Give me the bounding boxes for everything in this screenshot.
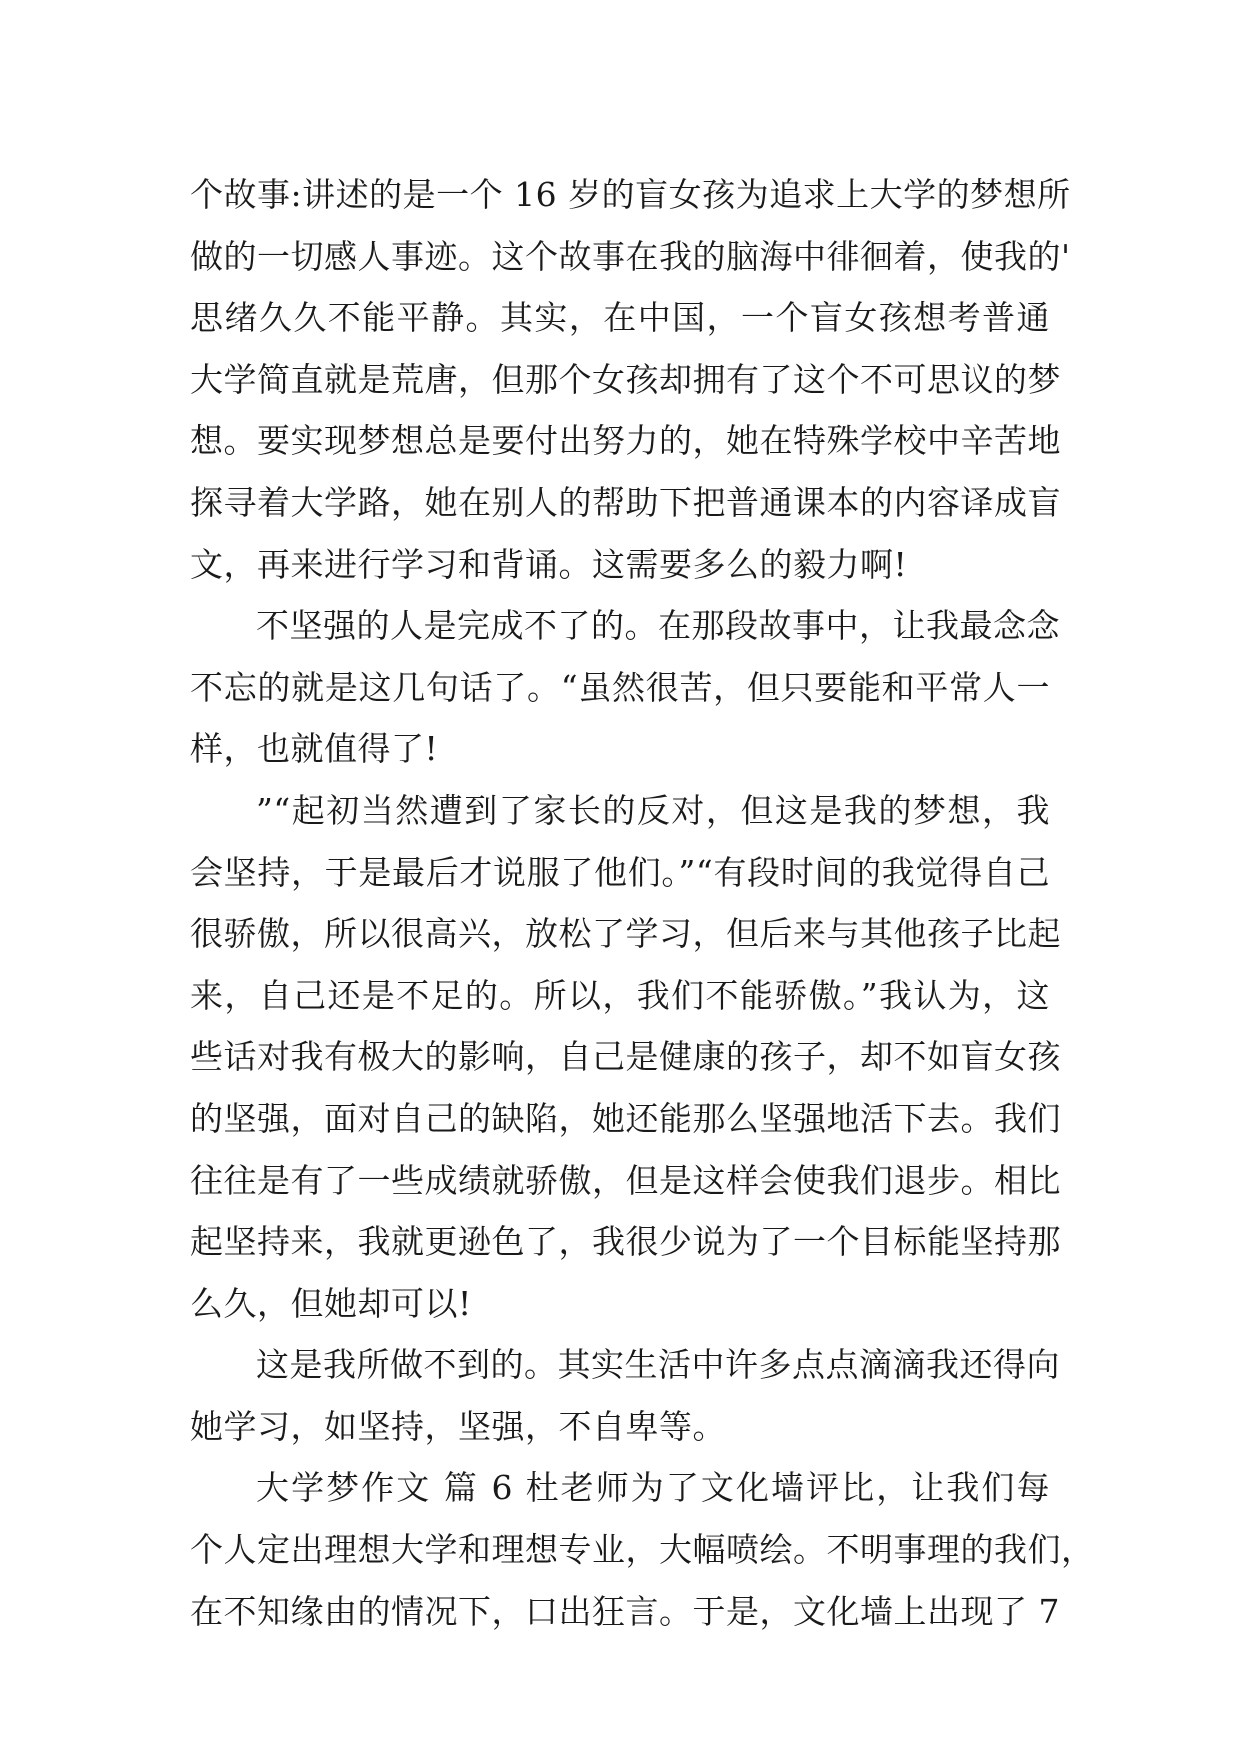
text-line: 些话对我有极大的影响，自己是健康的孩子，却不如盲女孩 [190, 1037, 1061, 1077]
text-line: 会坚持，于是最后才说服了他们。”“有段时间的我觉得自己 [190, 852, 1050, 892]
text-line: 很骄傲，所以很高兴，放松了学习，但后来与其他孩子比起 [190, 914, 1061, 954]
text-line: 做的一切感人事迹。这个故事在我的脑海中徘徊着，使我的' [190, 236, 1071, 276]
text-line: 不坚强的人是完成不了的。在那段故事中，让我最念念 [256, 606, 1060, 646]
text-line: 她学习，如坚持，坚强，不自卑等。 [190, 1406, 726, 1446]
text-line: 文，再来进行学习和背诵。这需要多么的毅力啊! [190, 544, 908, 584]
text-line: 起坚持来，我就更逊色了，我很少说为了一个目标能坚持那 [190, 1222, 1061, 1262]
text-line: 想。要实现梦想总是要付出努力的，她在特殊学校中辛苦地 [190, 421, 1061, 461]
text-line: 大学简直就是荒唐，但那个女孩却拥有了这个不可思议的梦 [190, 359, 1061, 399]
text-line: 大学梦作文 篇 6 杜老师为了文化墙评比，让我们每 [256, 1468, 1050, 1508]
text-line: 么久，但她却可以! [190, 1283, 472, 1323]
text-line: ”“起初当然遭到了家长的反对，但这是我的梦想，我 [256, 790, 1050, 830]
text-line: 不忘的就是这几句话了。“虽然很苦，但只要能和平常人一 [190, 667, 1050, 707]
text-line: 这是我所做不到的。其实生活中许多点点滴滴我还得向 [256, 1345, 1060, 1385]
text-line: 来，自己还是不足的。所以，我们不能骄傲。”我认为，这 [190, 975, 1050, 1015]
text-line: 思绪久久不能平静。其实，在中国，一个盲女孩想考普通 [190, 298, 1050, 338]
body-text [190, 164, 1095, 1642]
text-line: 个故事:讲述的是一个 16 岁的盲女孩为追求上大学的梦想所 [190, 175, 1071, 214]
text-line: 样，也就值得了! [190, 729, 439, 769]
text-line: 的坚强，面对自己的缺陷，她还能那么坚强地活下去。我们 [190, 1098, 1061, 1138]
text-line: 个人定出理想大学和理想专业，大幅喷绘。不明事理的我们， [190, 1530, 1095, 1570]
text-line: 探寻着大学路，她在别人的帮助下把普通课本的内容译成盲 [190, 482, 1061, 522]
text-line: 在不知缘由的情况下，口出狂言。于是，文化墙上出现了 7 [190, 1591, 1060, 1631]
text-line: 往往是有了一些成绩就骄傲，但是这样会使我们退步。相比 [190, 1160, 1061, 1200]
